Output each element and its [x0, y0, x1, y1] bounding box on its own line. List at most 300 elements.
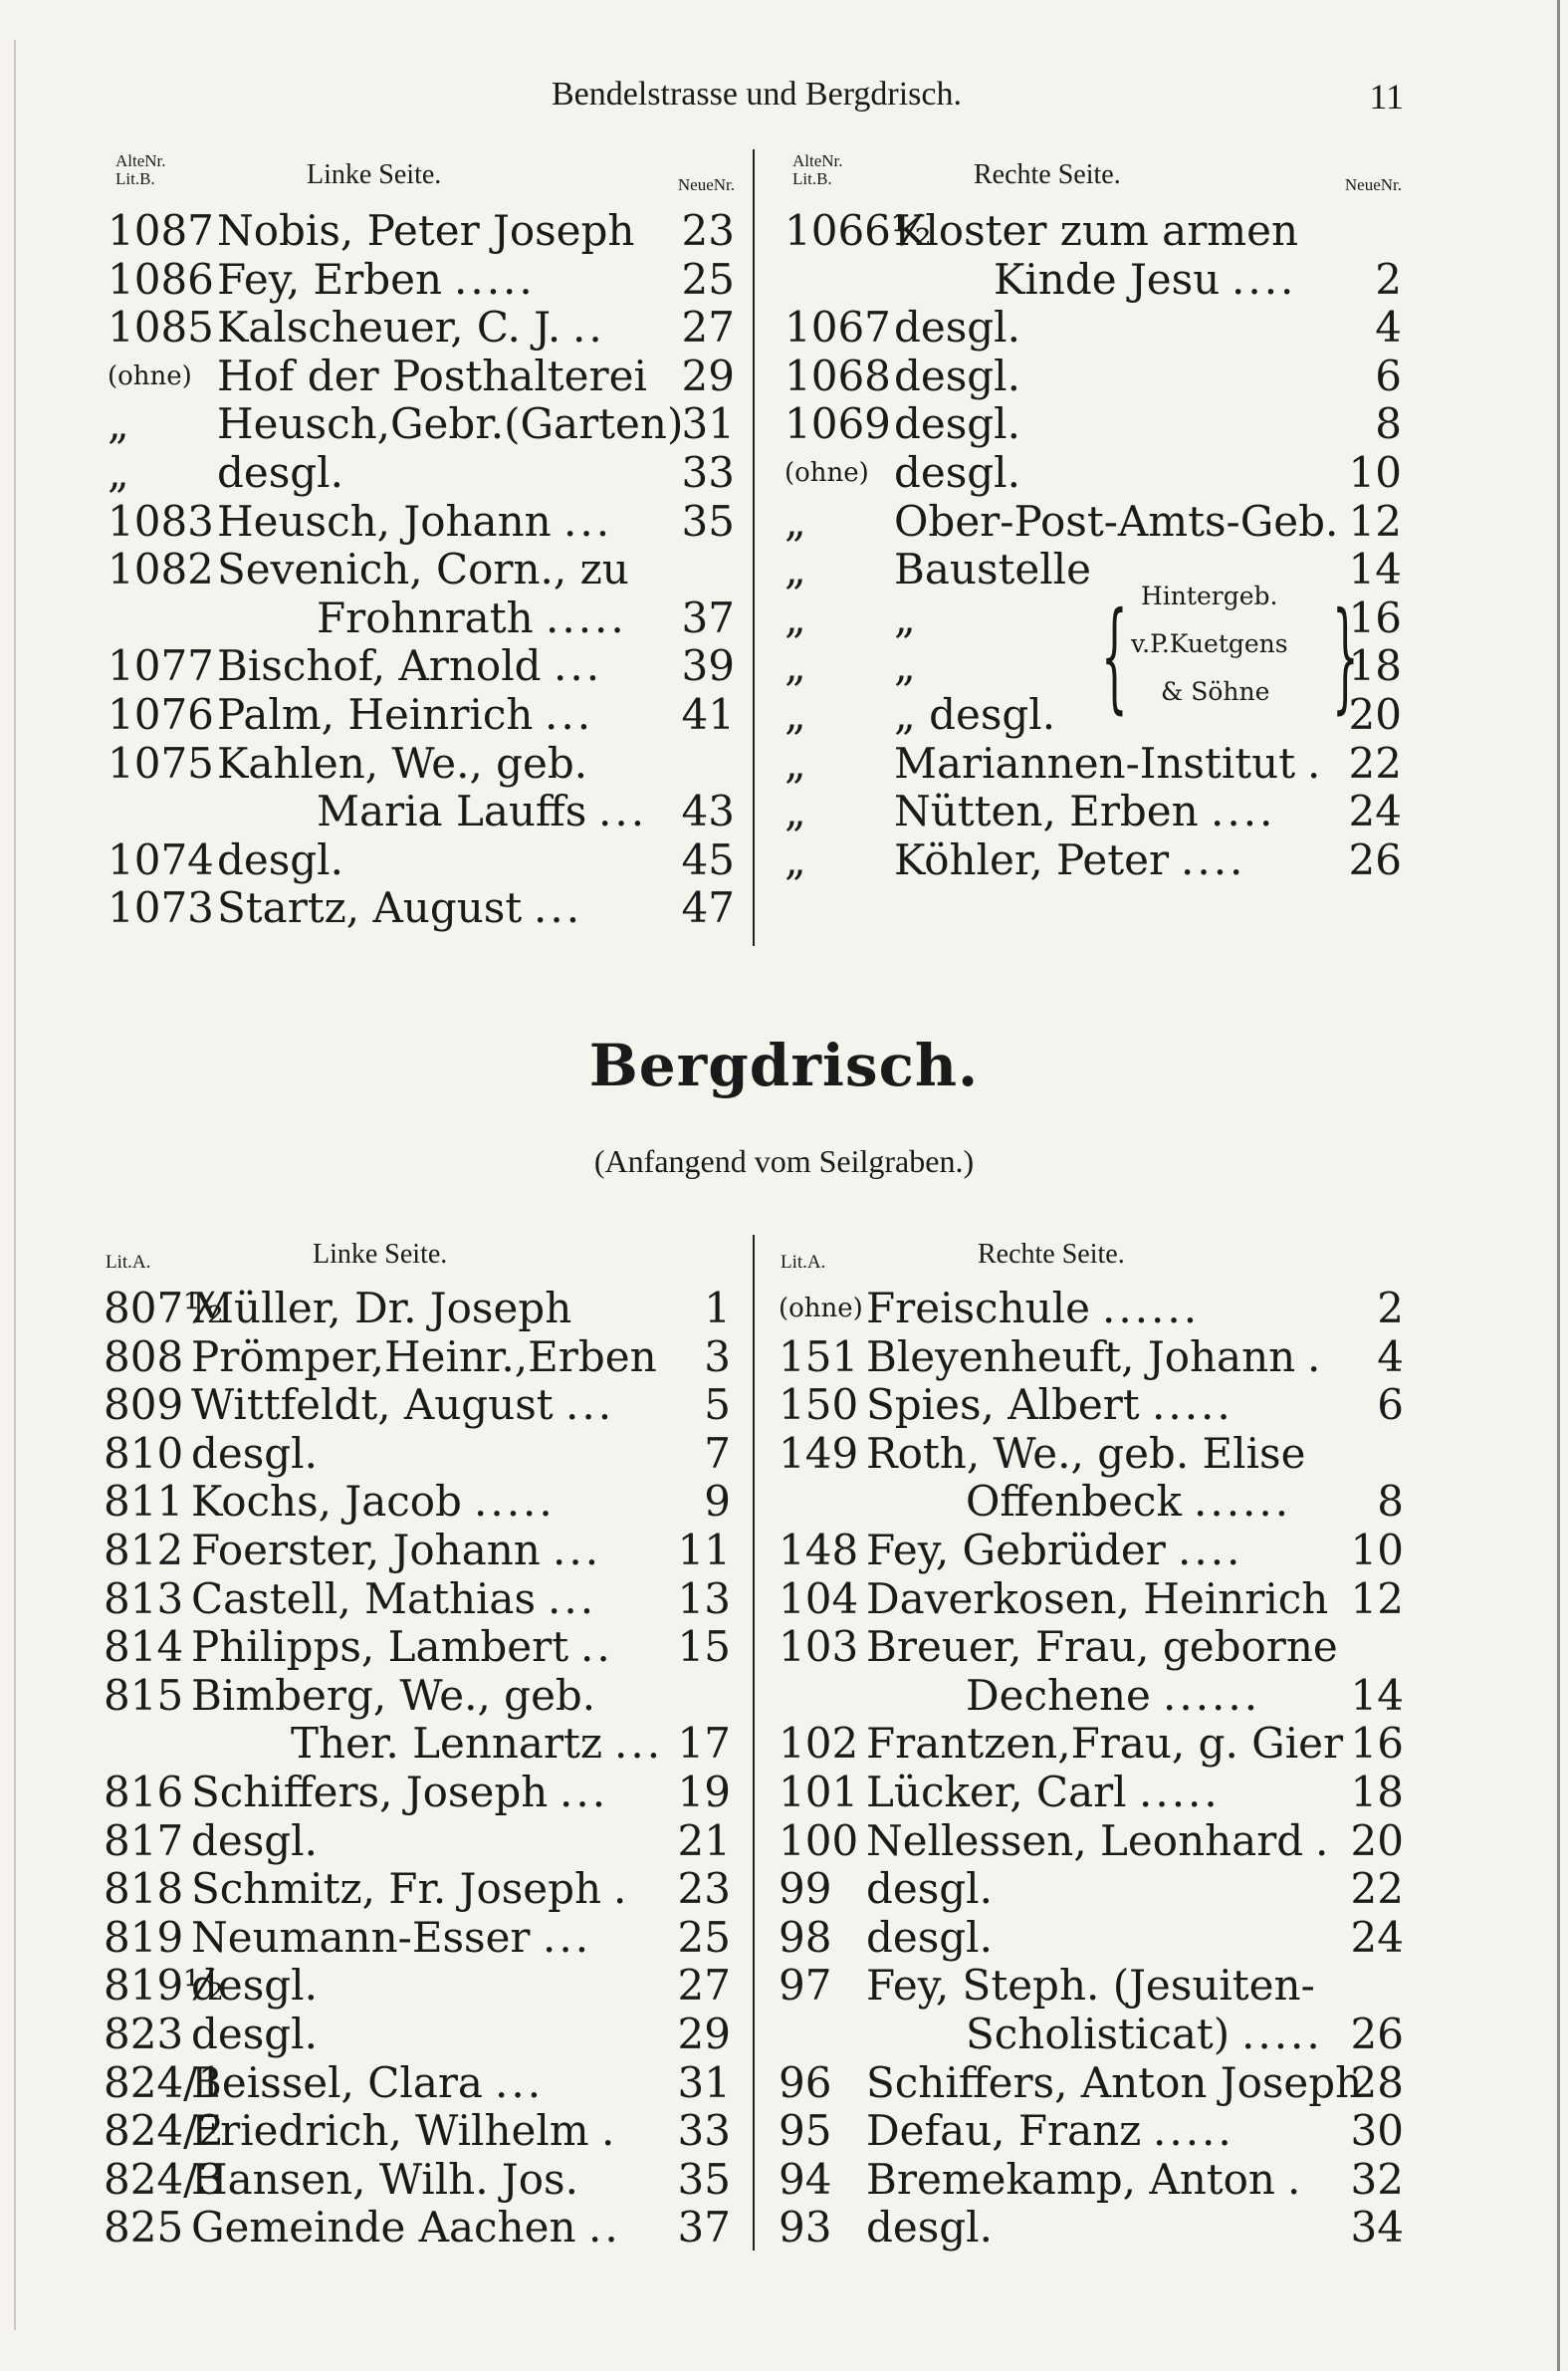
entry-new-number: 1 [704, 1284, 731, 1332]
entry-new-number: 2 [1375, 254, 1402, 304]
entry-new-number: 16 [1348, 593, 1402, 642]
entry-name: Bimberg, We., geb. [191, 1670, 596, 1720]
entry-new-number: 5 [704, 1380, 731, 1430]
entry-name: Fey, Gebrüder [866, 1525, 1166, 1574]
entry-name: Hansen, Wilh. Jos. [191, 2154, 578, 2204]
directory-entry [779, 1672, 1404, 1721]
directory-entry [784, 304, 1402, 353]
entry-leader-dots: .... [1211, 787, 1276, 836]
entry-new-number: 18 [1348, 641, 1402, 691]
entry-new-number: 27 [677, 1961, 731, 2011]
entry-name: Daverkosen, Heinrich [866, 1573, 1329, 1623]
header-side-title: Linke Seite. [313, 1239, 448, 1270]
entry-name: desgl. [217, 447, 343, 497]
entry-name: „ [894, 641, 916, 691]
entry-leader-dots: . [1287, 2154, 1304, 2204]
entry-name: Castell, Mathias [191, 1573, 537, 1623]
entry-name: Philipps, Lambert [191, 1622, 569, 1672]
directory-entry [784, 256, 1402, 305]
entry-name: Müller, Dr. Joseph [191, 1284, 572, 1332]
entry-old-number: 1085 [108, 303, 214, 353]
page-edge-right [1557, 0, 1560, 2371]
entry-name: desgl. [894, 447, 1020, 497]
entry-name: Dechene [966, 1670, 1151, 1720]
entry-old-number: 100 [779, 1815, 859, 1865]
entry-new-number: 33 [681, 447, 735, 497]
bendel-left-column [108, 149, 735, 933]
entry-new-number: 13 [677, 1573, 731, 1623]
entry-old-number: 825 [104, 2203, 184, 2252]
directory-entry [779, 2156, 1404, 2205]
directory-entry [104, 2156, 731, 2205]
entry-old-number: „ [784, 738, 806, 788]
directory-entry [104, 2011, 731, 2059]
entry-new-number: 25 [681, 254, 735, 304]
directory-entry [104, 1914, 731, 1963]
column-divider [753, 149, 755, 946]
brace-note-group [1101, 568, 1359, 726]
entry-name: desgl. [866, 2203, 993, 2252]
directory-entry [104, 1527, 731, 1575]
entry-name: Frantzen,Frau, g. Gier [866, 1719, 1344, 1769]
directory-entry [108, 353, 735, 401]
directory-entry [784, 449, 1402, 498]
entry-leader-dots: .. [572, 303, 605, 353]
entry-name: Schmitz, Fr. Joseph [191, 1864, 602, 1914]
entry-new-number: 37 [681, 593, 735, 642]
entry-name: „ desgl. [894, 689, 1056, 739]
entry-name: „ [894, 593, 916, 642]
entry-leader-dots: ... [614, 1719, 664, 1769]
directory-entry [104, 1623, 731, 1672]
header-side-title: Rechte Seite. [978, 1239, 1125, 1270]
entry-old-number: 810 [104, 1428, 184, 1478]
directory-entry [779, 1817, 1404, 1866]
entry-name: Bischof, Arnold [217, 641, 542, 691]
entry-new-number: 35 [681, 496, 735, 546]
entry-new-number: 16 [1350, 1719, 1404, 1769]
entry-leader-dots: ..... [1139, 1767, 1221, 1816]
entry-name: Lücker, Carl [866, 1767, 1127, 1816]
entry-leader-dots: ... [543, 1912, 592, 1962]
entry-leader-dots: .... [1181, 834, 1246, 884]
entry-new-number: 41 [681, 689, 735, 739]
entry-new-number: 20 [1350, 1815, 1404, 1865]
entry-old-number: 819½ [104, 1961, 224, 2011]
entry-new-number: 27 [681, 303, 735, 353]
entry-old-number: 1077 [108, 641, 214, 691]
brace-note-1: Hintergeb. [1141, 582, 1278, 610]
entry-name: Palm, Heinrich [217, 689, 534, 739]
entry-name: desgl. [191, 1815, 318, 1865]
entry-new-number: 29 [677, 2009, 731, 2058]
entry-old-number: 812 [104, 1525, 184, 1574]
entry-old-number: 97 [779, 1961, 832, 2011]
directory-entry [108, 884, 735, 933]
entry-name: Kahlen, We., geb. [217, 738, 588, 788]
directory-entry [779, 1720, 1404, 1769]
entry-name: Offenbeck [966, 1477, 1182, 1527]
entry-new-number: 4 [1377, 1331, 1404, 1381]
directory-entry [779, 1285, 1404, 1333]
entry-old-number: 1073 [108, 883, 214, 933]
directory-entry [779, 1527, 1404, 1575]
entry-old-number: 824/3 [104, 2154, 225, 2204]
entry-new-number: 17 [677, 1719, 731, 1769]
directory-entry [784, 740, 1402, 789]
directory-entry [779, 2107, 1404, 2156]
directory-entry [779, 1962, 1404, 2011]
entry-old-number: 103 [779, 1622, 859, 1672]
entry-old-number: 816 [104, 1767, 184, 1816]
entry-new-number: 24 [1348, 787, 1402, 836]
brace-note-3: & Söhne [1161, 677, 1270, 706]
entry-name: Ther. Lennartz [291, 1719, 603, 1769]
entry-new-number: 47 [681, 883, 735, 933]
entry-old-number: 150 [779, 1380, 859, 1430]
column-header [779, 1235, 1404, 1285]
entry-leader-dots: ... [545, 689, 594, 739]
directory-entry [779, 1623, 1404, 1672]
entry-leader-dots: ...... [1163, 1670, 1261, 1720]
directory-entry [104, 1478, 731, 1527]
entry-name: Friedrich, Wilhelm [191, 2106, 589, 2156]
entry-old-number: 1087 [108, 206, 214, 255]
entry-old-number: „ [108, 447, 129, 497]
page-number: 11 [1369, 77, 1404, 117]
entry-old-number: 817 [104, 1815, 184, 1865]
entry-new-number: 10 [1348, 447, 1402, 497]
entry-old-number: (ohne) [779, 1294, 863, 1323]
entry-new-number: 34 [1350, 2203, 1404, 2252]
bergdrisch-left-rows [104, 1285, 731, 2252]
directory-entry [108, 546, 735, 594]
entry-old-number: 1074 [108, 834, 214, 884]
entry-name: Startz, August [217, 883, 523, 933]
entry-new-number: 37 [677, 2203, 731, 2252]
directory-entry [108, 642, 735, 691]
directory-entry [104, 1333, 731, 1382]
entry-old-number: 811 [104, 1477, 184, 1527]
column-header [784, 149, 1402, 207]
entry-name: Baustelle [894, 545, 1091, 594]
entry-old-number: 1068 [784, 351, 891, 400]
directory-entry [108, 256, 735, 305]
entry-new-number: 43 [681, 787, 735, 836]
entry-leader-dots: ... [534, 883, 583, 933]
entry-old-number: 101 [779, 1767, 859, 1816]
directory-entry [104, 1672, 731, 1721]
entry-name: Spies, Albert [866, 1380, 1140, 1430]
entry-new-number: 26 [1350, 2009, 1404, 2058]
directory-entry [784, 207, 1402, 256]
entry-name: Defau, Franz [866, 2106, 1142, 2156]
entry-new-number: 19 [677, 1767, 731, 1816]
entry-leader-dots: ..... [1241, 2009, 1323, 2058]
entry-name: Kinde Jesu [994, 254, 1221, 304]
entry-name: Nütten, Erben [894, 787, 1199, 836]
entry-name: Neumann-Esser [191, 1912, 531, 1962]
section-title: Bergdrisch. [588, 1032, 980, 1099]
running-title: Bendelstrasse und Bergdrisch. [551, 76, 963, 113]
entry-old-number: 98 [779, 1912, 832, 1962]
entry-old-number: 148 [779, 1525, 859, 1574]
directory-entry [104, 1817, 731, 1866]
entry-old-number: „ [784, 787, 806, 836]
entry-old-number: 1083 [108, 496, 214, 546]
header-lit: Lit.B. [792, 169, 832, 188]
header-side-title: Linke Seite. [307, 159, 442, 190]
entry-old-number: 1067 [784, 303, 891, 353]
entry-leader-dots: . [613, 1864, 630, 1914]
entry-name: desgl. [191, 1428, 318, 1478]
header-neue-nr: NeueNr. [1344, 175, 1402, 194]
entry-name: Freischule [866, 1284, 1090, 1332]
entry-old-number: „ [784, 641, 806, 691]
brace-right: } [1332, 588, 1359, 726]
entry-old-number: „ [108, 399, 129, 449]
brace-note-2: v.P.Kuetgens [1131, 629, 1288, 658]
entry-name: desgl. [866, 1912, 993, 1962]
directory-entry [108, 498, 735, 547]
entry-name: Gemeinde Aachen [191, 2203, 576, 2252]
entry-old-number: „ [784, 593, 806, 642]
entry-new-number: 9 [704, 1477, 731, 1527]
directory-entry [108, 304, 735, 353]
header-lit: Lit.B. [115, 169, 155, 188]
entry-leader-dots: ... [565, 1380, 615, 1430]
entry-new-number: 8 [1377, 1477, 1404, 1527]
entry-leader-dots: . [1315, 1815, 1332, 1865]
directory-entry [104, 1865, 731, 1914]
entry-new-number: 8 [1375, 399, 1402, 449]
entry-old-number: 815 [104, 1670, 184, 1720]
entry-name: Mariannen-Institut [894, 738, 1296, 788]
entry-new-number: 30 [1350, 2106, 1404, 2156]
entry-name: desgl. [894, 303, 1020, 353]
section-subtitle: (Anfangend vom Seilgraben.) [593, 1143, 975, 1179]
entry-leader-dots: ... [495, 2057, 545, 2107]
entry-name: Fey, Steph. (Jesuiten- [866, 1961, 1315, 2011]
entry-name: Heusch,Gebr.(Garten) [217, 399, 684, 449]
entry-name: Fey, Erben [217, 254, 443, 304]
entry-new-number: 23 [677, 1864, 731, 1914]
entry-new-number: 22 [1348, 738, 1402, 788]
entry-old-number: 93 [779, 2203, 832, 2252]
directory-entry [108, 207, 735, 256]
entry-old-number: „ [784, 834, 806, 884]
entry-name: Scholisticat) [966, 2009, 1231, 2058]
entry-new-number: 35 [677, 2154, 731, 2204]
column-header [108, 149, 735, 207]
directory-entry [779, 1333, 1404, 1382]
entry-leader-dots: . [1307, 738, 1324, 788]
entry-new-number: 20 [1348, 689, 1402, 739]
entry-new-number: 22 [1350, 1864, 1404, 1914]
entry-leader-dots: ... [554, 641, 603, 691]
entry-new-number: 25 [677, 1912, 731, 1962]
page-edge-left [14, 40, 16, 2330]
entry-name: Wittfeldt, August [191, 1380, 554, 1430]
entry-old-number: 94 [779, 2154, 832, 2204]
entry-name: desgl. [191, 1961, 318, 2011]
entry-name: desgl. [191, 2009, 318, 2058]
entry-new-number: 39 [681, 641, 735, 691]
entry-new-number: 21 [677, 1815, 731, 1865]
entry-old-number: (ohne) [784, 457, 869, 488]
directory-entry [104, 2059, 731, 2108]
entry-leader-dots: ... [598, 787, 648, 836]
entry-old-number: „ [784, 545, 806, 594]
entry-new-number: 7 [704, 1428, 731, 1478]
directory-entry [108, 594, 735, 643]
entry-leader-dots: ... [560, 1767, 609, 1816]
entry-name: Bleyenheuft, Johann [866, 1331, 1296, 1381]
entry-new-number: 4 [1375, 303, 1402, 353]
entry-old-number: 818 [104, 1864, 184, 1914]
entry-old-number: 807½ [104, 1284, 224, 1332]
bergdrisch-left-column [104, 1235, 731, 2252]
bendel-left-rows [108, 207, 735, 933]
directory-entry [779, 1914, 1404, 1963]
entry-new-number: 28 [1350, 2057, 1404, 2107]
entry-old-number: 99 [779, 1864, 832, 1914]
entry-leader-dots: .. [588, 2203, 621, 2252]
entry-name: desgl. [894, 399, 1020, 449]
directory-entry [779, 2204, 1404, 2252]
entry-old-number: 1082 [108, 545, 214, 594]
directory-entry [104, 1575, 731, 1624]
column-header [104, 1235, 731, 1285]
entry-name: Prömper,Heinr.,Erben [191, 1331, 657, 1381]
entry-name: Maria Lauffs [317, 787, 587, 836]
directory-entry [108, 449, 735, 498]
entry-new-number: 31 [681, 399, 735, 449]
entry-new-number: 10 [1350, 1525, 1404, 1574]
entry-name: Ober-Post-Amts-Geb. [894, 496, 1339, 546]
entry-leader-dots: ..... [1153, 2106, 1234, 2156]
entry-leader-dots: .. [580, 1622, 613, 1672]
entry-name: desgl. [866, 1864, 993, 1914]
entry-leader-dots: .... [1232, 254, 1297, 304]
entry-name: Nellessen, Leonhard [866, 1815, 1304, 1865]
entry-old-number: 95 [779, 2106, 832, 2156]
entry-old-number: 96 [779, 2057, 832, 2107]
entry-new-number: 3 [704, 1331, 731, 1381]
directory-entry [104, 2107, 731, 2156]
entry-new-number: 29 [681, 351, 735, 400]
entry-new-number: 18 [1350, 1767, 1404, 1816]
entry-old-number: 823 [104, 2009, 184, 2058]
entry-old-number: 1075 [108, 738, 214, 788]
entry-new-number: 32 [1350, 2154, 1404, 2204]
entry-leader-dots: ... [563, 496, 613, 546]
directory-entry [108, 400, 735, 449]
bendel-right-column [784, 149, 1402, 884]
entry-name: Heusch, Johann [217, 496, 552, 546]
entry-new-number: 45 [681, 834, 735, 884]
entry-old-number: 808 [104, 1331, 184, 1381]
directory-entry [784, 400, 1402, 449]
entry-old-number: 824/1 [104, 2057, 225, 2107]
entry-old-number: 102 [779, 1719, 859, 1769]
entry-old-number: 149 [779, 1428, 859, 1478]
entry-old-number: 813 [104, 1573, 184, 1623]
directory-entry [108, 691, 735, 740]
entry-old-number: 151 [779, 1331, 859, 1381]
directory-entry [779, 2059, 1404, 2108]
entry-name: Roth, We., geb. Elise [866, 1428, 1306, 1478]
entry-old-number: 1076 [108, 689, 214, 739]
entry-new-number: 31 [677, 2057, 731, 2107]
entry-name: Nobis, Peter Joseph [217, 206, 635, 255]
entry-name: Foerster, Johann [191, 1525, 541, 1574]
entry-name: Frohnrath [317, 593, 534, 642]
entry-leader-dots: .... [1178, 1525, 1243, 1574]
entry-new-number: 14 [1348, 545, 1402, 594]
entry-new-number: 12 [1350, 1573, 1404, 1623]
entry-name: desgl. [217, 834, 343, 884]
entry-name: desgl. [894, 351, 1020, 400]
bergdrisch-right-rows [779, 1285, 1404, 2252]
entry-new-number: 12 [1348, 496, 1402, 546]
directory-entry [784, 498, 1402, 547]
entry-old-number: „ [784, 496, 806, 546]
header-alte-nr: AlteNr. [792, 151, 843, 170]
entry-leader-dots: . [601, 2106, 618, 2156]
entry-new-number: 14 [1350, 1670, 1404, 1720]
entry-new-number: 6 [1377, 1380, 1404, 1430]
entry-old-number: 814 [104, 1622, 184, 1672]
entry-name: Hof der Posthalterei [217, 351, 647, 400]
entry-name: Köhler, Peter [894, 834, 1170, 884]
directory-entry [779, 1478, 1404, 1527]
entry-leader-dots: ..... [546, 593, 627, 642]
directory-entry [784, 788, 1402, 836]
directory-entry [104, 1381, 731, 1430]
entry-new-number: 26 [1348, 834, 1402, 884]
directory-entry [104, 1720, 731, 1769]
directory-entry [779, 1575, 1404, 1624]
entry-name: Schiffers, Joseph [191, 1767, 549, 1816]
entry-name: Breuer, Frau, geborne [866, 1622, 1338, 1672]
header-side-title: Rechte Seite. [974, 159, 1121, 190]
directory-entry [779, 1865, 1404, 1914]
entry-new-number: 2 [1377, 1284, 1404, 1332]
entry-name: Sevenich, Corn., zu [217, 545, 629, 594]
entry-leader-dots: ..... [454, 254, 536, 304]
column-divider [753, 1235, 755, 2251]
header-alte-nr: AlteNr. [115, 151, 166, 170]
directory-entry [108, 740, 735, 789]
directory-entry [104, 1430, 731, 1479]
entry-name: Kloster zum armen [894, 206, 1299, 255]
directory-entry [108, 788, 735, 836]
entry-name: Beissel, Clara [191, 2057, 483, 2107]
entry-old-number: 819 [104, 1912, 184, 1962]
entry-new-number: 15 [677, 1622, 731, 1672]
directory-entry [779, 1430, 1404, 1479]
directory-entry [784, 836, 1402, 885]
directory-entry [104, 2204, 731, 2252]
directory-entry [779, 2011, 1404, 2059]
entry-new-number: 23 [681, 206, 735, 255]
entry-leader-dots: ... [548, 1573, 597, 1623]
directory-entry [108, 836, 735, 885]
header-lit: Lit.A. [106, 1252, 151, 1273]
directory-entry [104, 1769, 731, 1817]
entry-old-number: (ohne) [108, 360, 192, 391]
